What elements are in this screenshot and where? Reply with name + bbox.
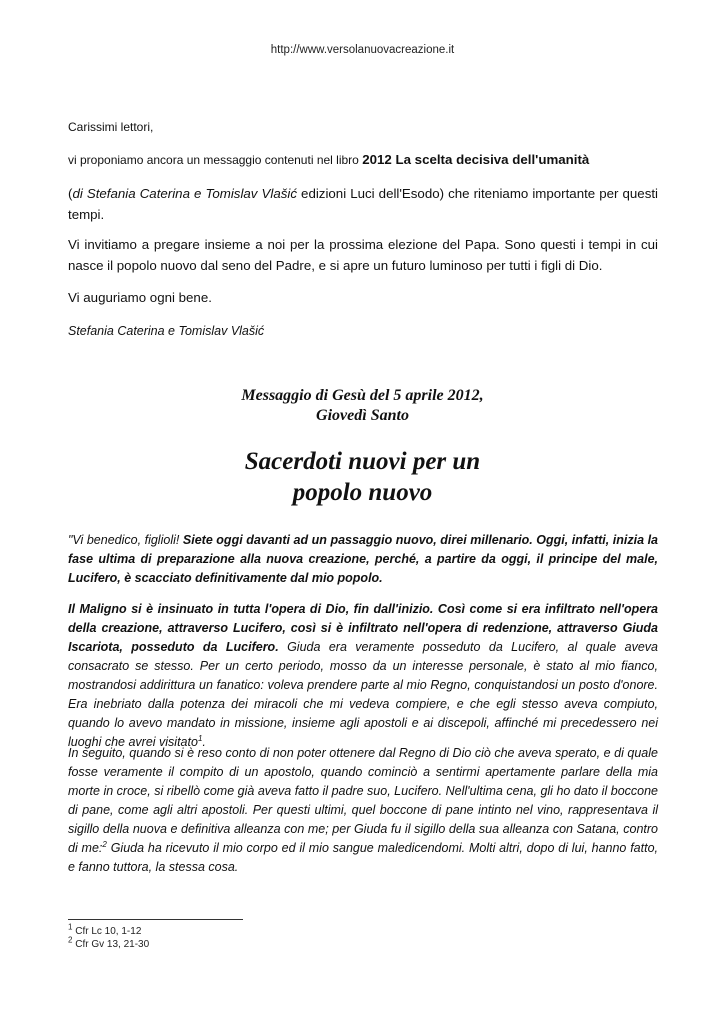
p3-text-a: In seguito, quando si è reso conto di non poter ottenere dal Regno di Dio ciò che aveva sperato, e di quale fosse veramente il compito di un apostolo, quando cominciò a sentirmi apertamente parlare della mia morte in croce, si ribellò come già aveva fatto il padre suo, Lucifero. Nell'ultima cena, gli ho dato il boccone di pane, come agli altri apostoli. Per questi ultimi, quel boccone di pane intinto nel vino, rappresentava il sigillo della nuova e definitiva alleanza con me; per Giuda fu il sigillo della sua alleanza con Satana, contro di me:	[68, 746, 658, 855]
credits-authors: di Stefania Caterina e Tomislav Vlašić	[72, 186, 297, 201]
body-paragraph-3	[68, 744, 658, 877]
footnote-1-number: 1	[68, 922, 73, 932]
footnote-ref-1[interactable]: 1	[197, 733, 203, 743]
main-title-line1: Sacerdoti nuovi per un	[244, 448, 481, 475]
signature-text: Stefania Caterina e Tomislav Vlašić	[68, 324, 265, 338]
intro-line	[68, 149, 658, 171]
message-title	[0, 386, 725, 426]
body-paragraph-1	[68, 531, 658, 588]
footnote-1-text: Cfr Lc 10, 1-12	[72, 926, 142, 937]
footnote-ref-2[interactable]: 2	[102, 839, 107, 849]
credits-rest: edizioni Luci dell'Esodo) che riteniamo importante per questi tempi.	[68, 186, 658, 222]
footnote-2-text: Cfr Gv 13, 21-30	[72, 939, 150, 950]
book-title: 2012 La scelta decisiva dell'umanità	[362, 152, 590, 167]
greeting	[68, 117, 658, 138]
footnote-1	[68, 922, 149, 938]
wish-paragraph	[68, 287, 658, 308]
footnotes	[68, 922, 150, 951]
credits-open: (	[68, 186, 73, 201]
credits-paragraph	[68, 183, 658, 225]
body-paragraph-2-text	[68, 600, 658, 752]
body-paragraph-3-text	[68, 744, 658, 877]
message-title-line2: Giovedì Santo	[316, 407, 409, 424]
signature	[68, 321, 658, 342]
main-title	[0, 446, 725, 508]
footnote-divider	[68, 919, 243, 920]
footnote-2-number: 2	[68, 935, 73, 945]
credits-text	[68, 183, 658, 225]
invite-text: Vi invitiamo a pregare insieme a noi per la prossima elezione del Papa. Sono questi i tempi in cui nasce il popolo nuovo dal seno del Padre, e si apre un futuro luminoso per tutti i figli di Dio.	[68, 237, 658, 273]
p3-text-b: Giuda ha ricevuto il mio corpo ed il mio sangue maledicendomi. Molti altri, dopo di lui, hanno fatto, e fanno tuttora, la stessa cosa.	[68, 841, 659, 874]
greeting-text: Carissimi lettori,	[68, 120, 154, 134]
header-url: http://www.versolanuovacreazione.it	[270, 44, 455, 56]
intro-text: vi proponiamo ancora un messaggio contenuti nel libro	[68, 153, 363, 167]
body-paragraph-2	[68, 600, 658, 752]
message-title-line1: Messaggio di Gesù del 5 aprile 2012,	[241, 387, 484, 404]
invite-paragraph	[68, 234, 658, 276]
p1-opening: "Vi benedico, figlioli!	[68, 533, 183, 547]
main-title-line2: popolo nuovo	[292, 479, 433, 506]
p1-bold: Siete oggi davanti ad un passaggio nuovo, direi millenario. Oggi, infatti, inizia la fase ultima di preparazione alla nuova creazione, perché, a partire da oggi, il principe del male, Lucifero, è scacciato definitivamente dal mio popolo.	[68, 533, 658, 585]
body-paragraph-1-text	[68, 531, 658, 588]
intro-paragraph	[68, 149, 658, 171]
p2-end: .	[202, 735, 206, 749]
wish-text: Vi auguriamo ogni bene.	[68, 290, 212, 305]
footnote-2	[68, 935, 150, 951]
p2-bold: Il Maligno si è insinuato in tutta l'opera di Dio, fin dall'inizio. Così come si era infiltrato nell'opera della creazione, attraverso Lucifero, così si è infiltrato nell'opera di redenzione, attraverso Giuda Iscariota, posseduto da Lucifero.	[68, 602, 658, 654]
p2-text: Giuda era veramente posseduto da Lucifero, al quale aveva consacrato se stesso. Per un certo periodo, mosso da un interesse personale, è stato al mio fianco, mostrandosi addirittura un fanatico: voleva prendere parte al mio Regno, conquistandosi un posto d'onore. Era inebriato dalla potenza dei miracoli che mi vedeva compiere, e che egli stesso aveva compiuto, quando lo avevo mandato in missione, insieme agli apostoli e ai discepoli, affinché mi precedessero nei luoghi che avrei visitato	[68, 640, 658, 749]
